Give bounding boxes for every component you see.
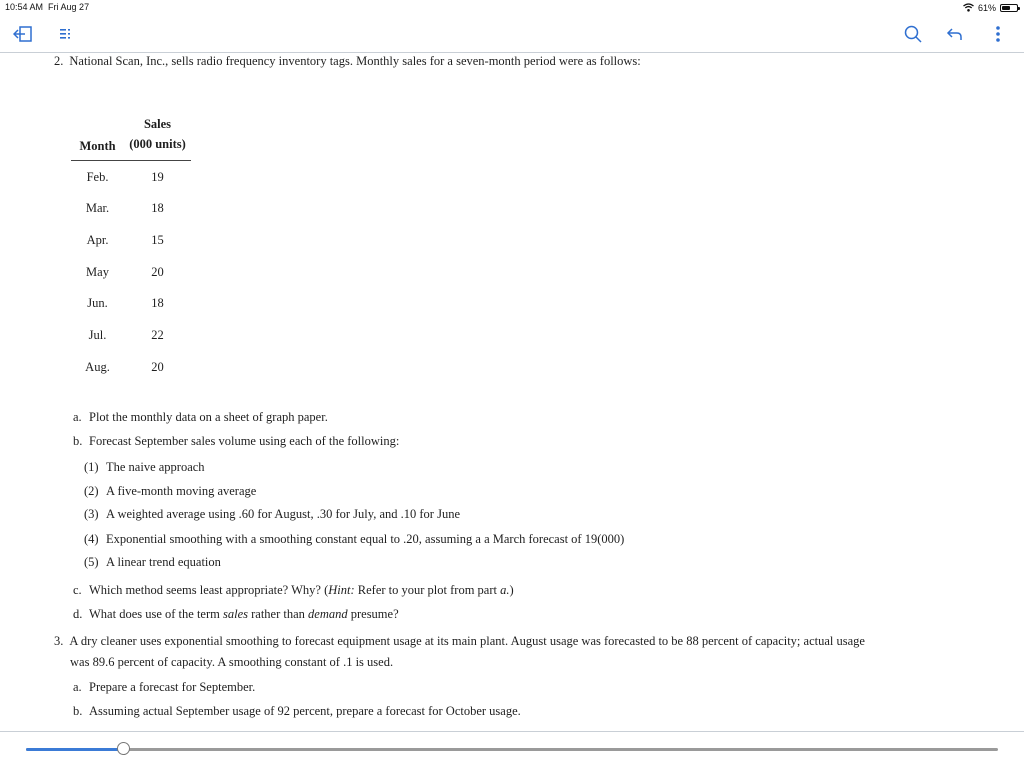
- more-icon[interactable]: [987, 23, 1009, 45]
- exit-icon[interactable]: [12, 23, 34, 45]
- part-label: d.: [73, 607, 83, 621]
- question-text: National Scan, Inc., sells radio frequency inventory tags. Monthly sales for a seven-month period were as follows:: [69, 54, 641, 68]
- header-sales-bottom: (000 units): [129, 137, 186, 151]
- cell-sales: 20: [151, 359, 164, 374]
- header-sales-top: Sales: [143, 117, 172, 131]
- cell-sales: 19: [151, 169, 164, 184]
- question-text: A dry cleaner uses exponential smoothing to forecast equipment usage at its main plant. August usage was forecasted to be 88 percent of capacity; actual usage: [69, 634, 865, 648]
- sub-item-text: A linear trend equation: [106, 555, 221, 569]
- cell-month: Feb.: [86, 169, 109, 184]
- sub-item-label: (5): [84, 555, 99, 569]
- status-time: 10:54 AM: [5, 2, 44, 12]
- part-text: Prepare a forecast for September.: [89, 680, 256, 694]
- table-row: [71, 351, 191, 383]
- scrubber-track[interactable]: [26, 748, 998, 751]
- header-sales: [124, 114, 191, 161]
- part-text: What does use of the term: [89, 607, 223, 621]
- sub-item-text: A five-month moving average: [106, 484, 257, 498]
- part-a: [73, 410, 328, 425]
- cell-sales: 20: [151, 264, 164, 279]
- table-of-contents-icon[interactable]: [55, 23, 77, 45]
- sub-item-label: (4): [84, 532, 99, 546]
- bottom-divider: [0, 731, 1024, 732]
- sub-item-text: The naive approach: [106, 460, 205, 474]
- sub-item: [84, 460, 205, 475]
- part-label: b.: [73, 434, 83, 448]
- battery-percent: 61%: [977, 3, 996, 13]
- part-c: [73, 583, 514, 598]
- status-bar: [0, 0, 1024, 16]
- battery-icon: [1000, 4, 1018, 12]
- table-row: [71, 320, 191, 352]
- q3-part-a: [73, 680, 255, 695]
- part-b: [73, 434, 399, 449]
- scrubber-handle[interactable]: [117, 742, 130, 755]
- part-label: a.: [73, 410, 82, 424]
- question-3-line-1: [54, 634, 865, 649]
- sub-item-text: A weighted average using .60 for August, .30 for July, and .10 for June: [106, 507, 460, 521]
- part-text: Plot the monthly data on a sheet of graph paper.: [89, 410, 328, 424]
- cell-month: Jun.: [87, 296, 108, 311]
- sub-item-label: (1): [84, 460, 99, 474]
- status-right: [963, 2, 1018, 14]
- search-icon[interactable]: [902, 23, 924, 45]
- question-number: 2.: [54, 54, 64, 68]
- cell-month: May: [86, 264, 109, 279]
- toolbar: [0, 16, 1024, 53]
- part-text: presume?: [347, 607, 399, 621]
- cell-month: Aug.: [85, 359, 110, 374]
- part-reference: a.: [500, 583, 510, 597]
- cell-month: Mar.: [85, 201, 110, 216]
- part-label: b.: [73, 704, 83, 718]
- part-d: [73, 607, 399, 622]
- part-text: Assuming actual September usage of 92 percent, prepare a forecast for October usage.: [89, 704, 521, 718]
- table-row: [71, 256, 191, 288]
- term-demand: demand: [308, 607, 348, 621]
- sub-item-text: Exponential smoothing with a smoothing constant equal to .20, assuming a a March forecast of 19(000): [106, 532, 625, 546]
- cell-sales: 18: [151, 201, 164, 216]
- sub-item: [84, 532, 624, 547]
- question-3-line-2: [70, 655, 393, 670]
- term-sales: sales: [222, 607, 248, 621]
- table-row: [71, 288, 191, 320]
- sub-item-label: (3): [84, 507, 99, 521]
- part-label: c.: [73, 583, 82, 597]
- hint-word: Hint:: [328, 583, 355, 597]
- cell-month: Jul.: [88, 328, 107, 343]
- part-text: ): [509, 583, 514, 597]
- scrubber-progress: [26, 748, 123, 751]
- question-text: was 89.6 percent of capacity. A smoothing constant of .1 is used.: [70, 655, 394, 669]
- sub-item-label: (2): [84, 484, 99, 498]
- table-row: [71, 161, 191, 194]
- header-month: Month: [79, 139, 116, 153]
- sub-item: [84, 484, 256, 499]
- question-2-intro: [54, 54, 641, 69]
- part-text: Which method seems least appropriate? Why? (: [89, 583, 329, 597]
- question-number: 3.: [54, 634, 64, 648]
- cell-sales: 15: [151, 233, 164, 248]
- cell-month: Apr.: [86, 233, 109, 248]
- part-label: a.: [73, 680, 82, 694]
- q3-part-b: [73, 704, 521, 719]
- table-row: [71, 193, 191, 225]
- table-row: [71, 225, 191, 257]
- part-text: Refer to your plot from part: [354, 583, 501, 597]
- sub-item: [84, 555, 221, 570]
- sales-table: [71, 114, 191, 383]
- table-header-row: [71, 114, 191, 161]
- cell-sales: 22: [151, 328, 164, 343]
- status-date: Fri Aug 27: [48, 2, 90, 12]
- cell-sales: 18: [151, 296, 164, 311]
- part-text: rather than: [247, 607, 309, 621]
- back-icon[interactable]: [944, 23, 966, 45]
- wifi-icon: [963, 3, 974, 14]
- status-time-date: [5, 2, 89, 12]
- page-scrubber[interactable]: [26, 748, 998, 752]
- part-text: Forecast September sales volume using each of the following:: [89, 434, 400, 448]
- sub-item: [84, 507, 460, 522]
